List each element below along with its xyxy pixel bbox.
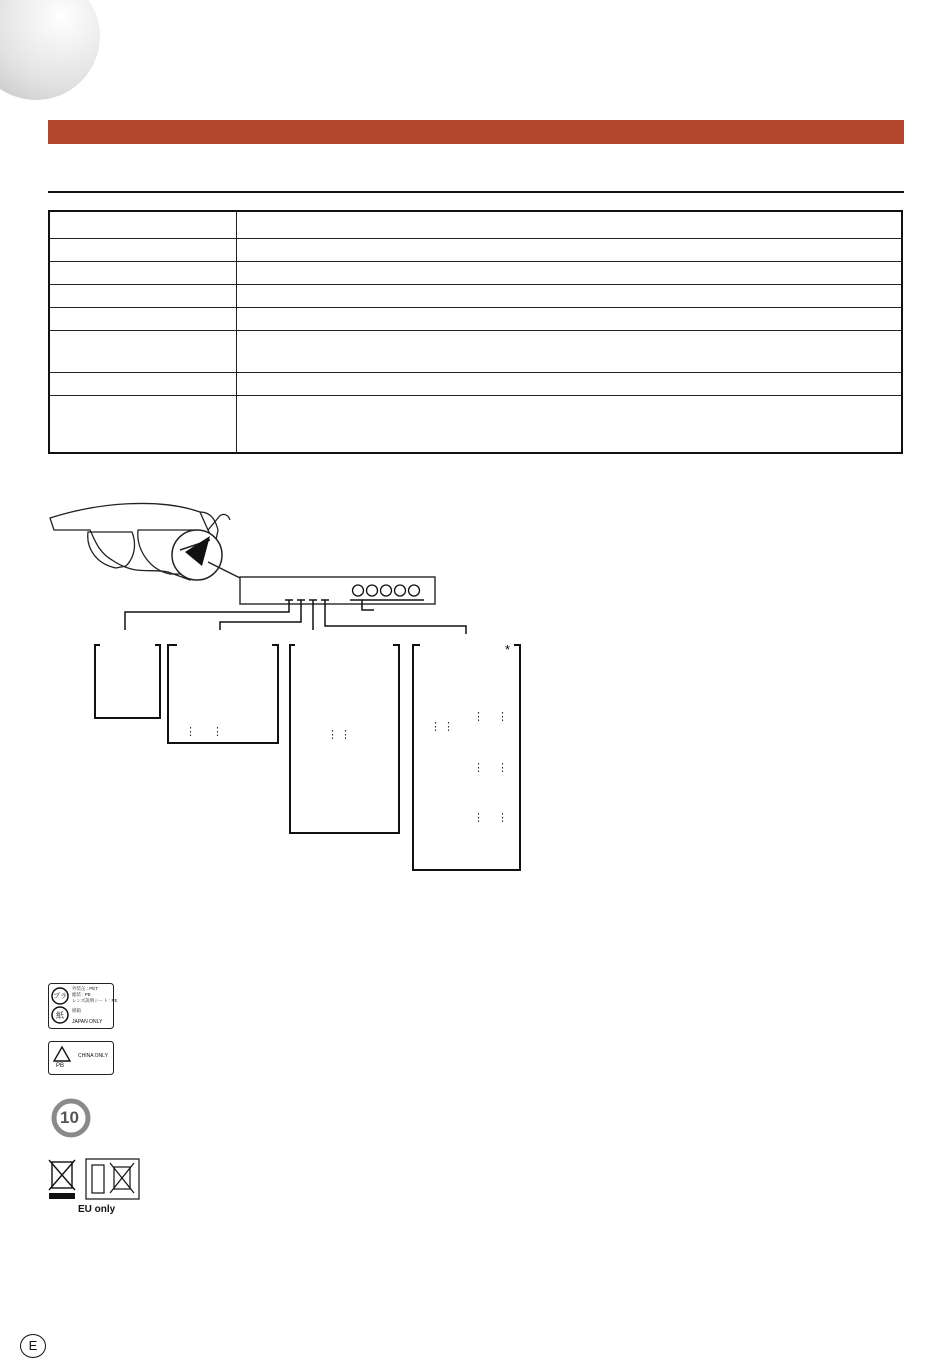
footnote-asterisk: * [505, 642, 511, 657]
section-divider [48, 191, 904, 193]
table-cell [49, 395, 237, 453]
table-cell [49, 284, 237, 307]
epup-years: 10 [60, 1108, 79, 1127]
weee-symbols [46, 1157, 142, 1203]
paper-mark: 紙 [56, 1011, 64, 1020]
svg-text:⋮: ⋮ [473, 711, 484, 723]
eu-only-label: EU only [78, 1204, 116, 1215]
table-cell [49, 211, 237, 238]
japan-only-label: JAPAN ONLY [72, 1019, 103, 1025]
specifications-table [48, 210, 903, 454]
table-row [49, 211, 902, 238]
connector-lines [125, 600, 466, 634]
table-row [49, 307, 902, 330]
page-language-marker: E [20, 1334, 46, 1358]
table-cell [49, 330, 237, 372]
table-cell [237, 261, 903, 284]
china-recycling-symbol [48, 1041, 114, 1073]
table-row [49, 238, 902, 261]
table-cell [49, 261, 237, 284]
japan-material-line: 紙箱 [72, 1008, 81, 1013]
svg-text:⋮: ⋮ [185, 726, 196, 738]
svg-text:⋮: ⋮ [497, 711, 508, 723]
corner-decoration [0, 0, 100, 100]
table-row [49, 261, 902, 284]
explanation-boxes [95, 645, 520, 870]
table-cell [237, 307, 903, 330]
japan-material-line: レンズ説明シート : PE [72, 998, 118, 1003]
table-cell [49, 372, 237, 395]
table-cell [49, 307, 237, 330]
serial-number-diagram [40, 490, 540, 880]
svg-text:⋮: ⋮ [497, 812, 508, 824]
svg-text:⋮: ⋮ [443, 721, 454, 733]
svg-text:⋮: ⋮ [473, 762, 484, 774]
pla-mark: プラ [53, 993, 67, 1000]
table-cell [237, 330, 903, 372]
japan-material-line: 外装缶 : PET [72, 986, 99, 991]
table-row [49, 372, 902, 395]
svg-text:⋮: ⋮ [497, 762, 508, 774]
china-only-label: CHINA ONLY [78, 1053, 108, 1059]
svg-text:⋮: ⋮ [327, 729, 338, 741]
table-cell [237, 284, 903, 307]
svg-text:⋮: ⋮ [212, 726, 223, 738]
svg-text:⋮: ⋮ [340, 729, 351, 741]
svg-text:⋮: ⋮ [473, 812, 484, 824]
colon-marks [185, 711, 508, 824]
material-code: PB [56, 1063, 65, 1069]
japan-recycling-symbol [48, 983, 118, 1027]
table-row [49, 395, 902, 453]
serial-digit-circles [353, 585, 420, 596]
epup-symbol [50, 1097, 92, 1139]
table-cell [49, 238, 237, 261]
table-cell [237, 395, 903, 453]
table-cell [237, 211, 903, 238]
crossed-bin-icon [46, 1157, 142, 1203]
svg-text:⋮: ⋮ [430, 721, 441, 733]
table-cell [237, 372, 903, 395]
section-title-bar [48, 120, 904, 144]
table-row [49, 330, 902, 372]
japan-material-line: 総装 : PE [72, 992, 91, 997]
table-cell [237, 238, 903, 261]
table-row [49, 284, 902, 307]
